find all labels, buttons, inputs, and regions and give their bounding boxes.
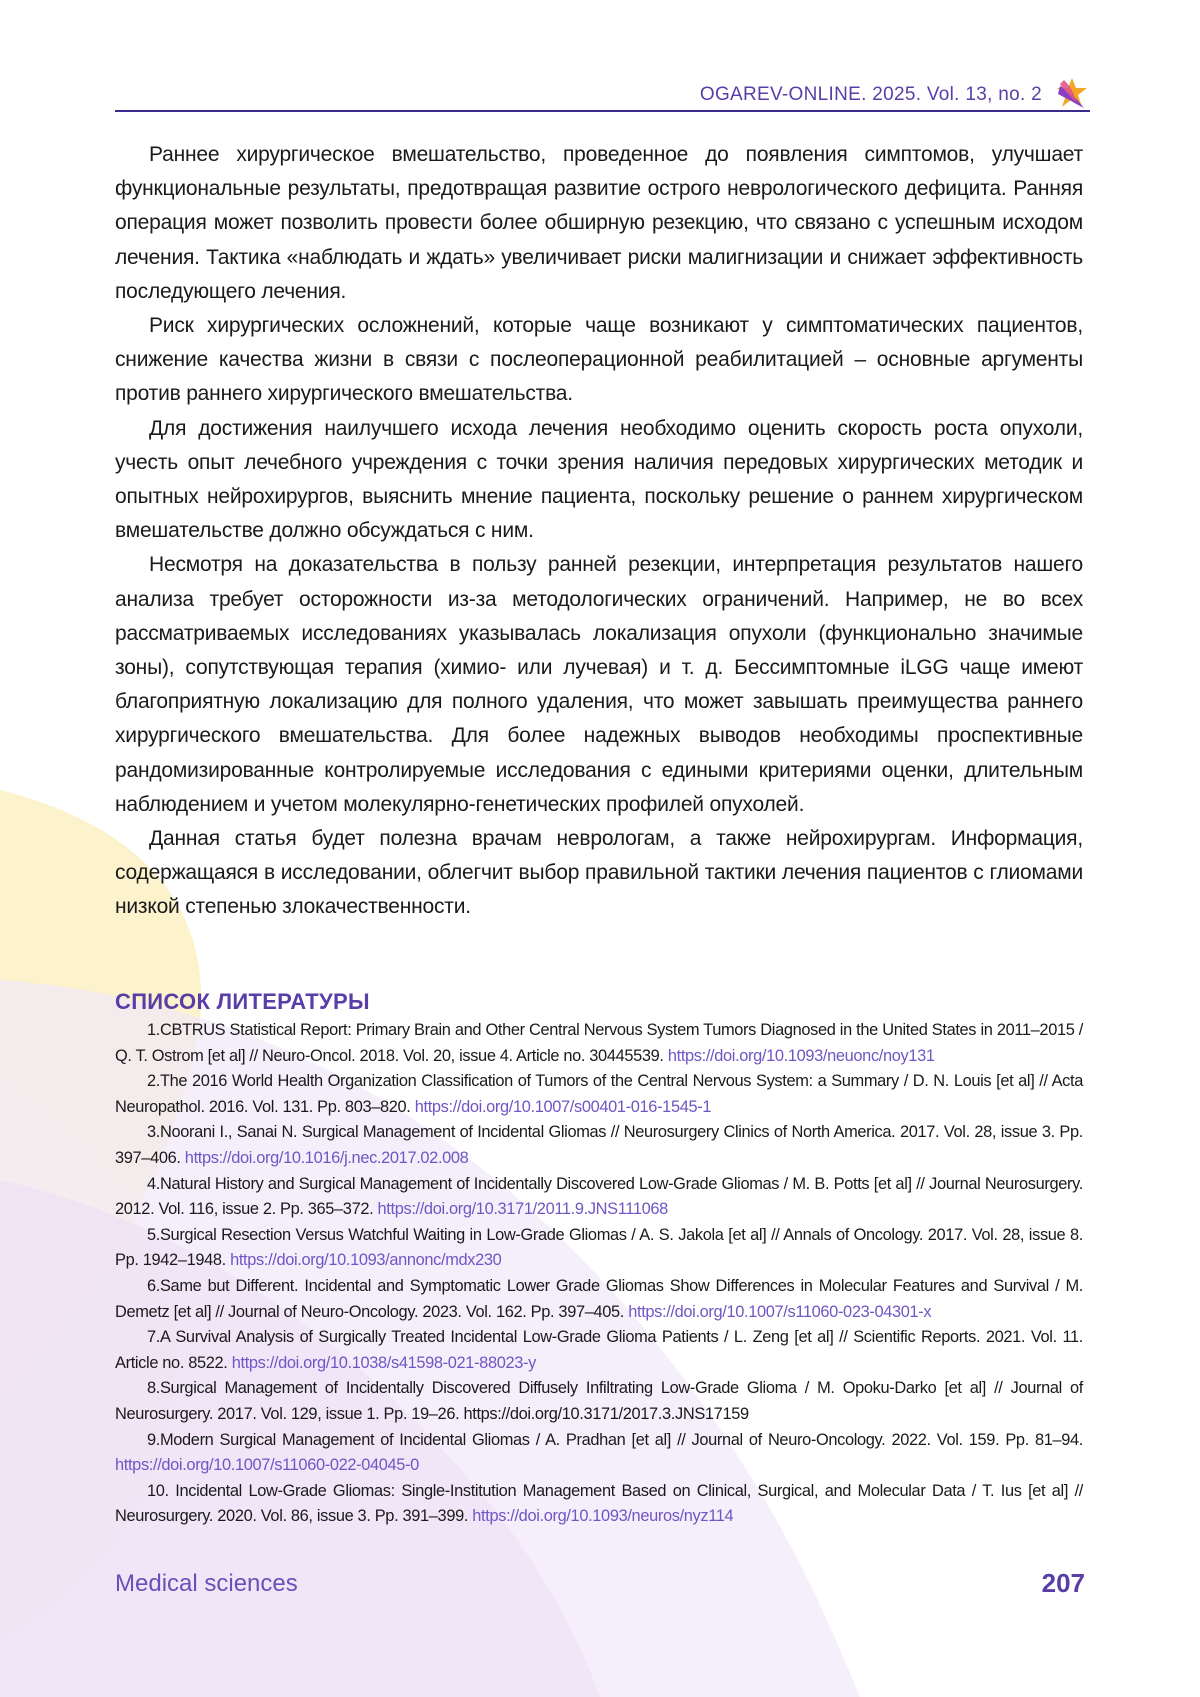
journal-title: OGAREV-ONLINE. 2025. Vol. 13, no. 2 [700, 84, 1042, 106]
paragraph-4: Несмотря на доказательства в пользу ранней резекции, интерпретация результатов нашего анализа требует осторожности из-за методологических ограничений. Например, не во всех рассматриваемых исследованиях указывалась локализация опухоли (функционально значимые зоны), сопутствующая терапия (химио- или лучевая) и т. д. Бессимптомные iLGG чаще имеют благоприятную локализацию для полного удаления, что может завышать преимущества раннего хирургического вмешательства. Для более надежных выводов необходимы проспективные рандомизированные контролируемые исследования с едиными критериями оценки, длительным наблюдением и учетом молекулярно-генетических профилей опухолей. [115, 548, 1083, 822]
reference-text: 2.The 2016 World Health Organization Classification of Tumors of the Central Nervous System: a Summary / D. N. Louis [et al] // Acta Neuropathol. 2016. Vol. 131. Pp. 803–820. [115, 1072, 1083, 1116]
reference-item [115, 1376, 1083, 1427]
reference-doi-link[interactable]: https://doi.org/10.1007/s11060-022-04045-0 [115, 1456, 419, 1474]
reference-doi-link[interactable]: https://doi.org/10.3171/2011.9.JNS111068 [378, 1200, 668, 1218]
reference-doi-link[interactable]: https://doi.org/10.1007/s00401-016-1545-1 [415, 1098, 711, 1116]
reference-text: 3.Noorani I., Sanai N. Surgical Management of Incidental Gliomas // Neurosurgery Clinics of North America. 2017. Vol. 28, issue 3. Pp. 397–406. [115, 1123, 1083, 1167]
reference-doi-link[interactable]: https://doi.org/10.1093/neuros/nyz114 [472, 1507, 733, 1525]
paragraph-2: Риск хирургических осложнений, которые чаще возникают у симптоматических пациентов, снижение качества жизни в связи с послеоперационной реабилитацией – основные аргументы против раннего хирургического вмешательства. [115, 309, 1083, 412]
reference-item [115, 1428, 1083, 1479]
page-number: 207 [1042, 1568, 1085, 1599]
reference-item [115, 1325, 1083, 1376]
reference-text: 7.A Survival Analysis of Surgically Treated Incidental Low-Grade Glioma Patients / L. Zeng [et al] // Scientific Reports. 2021. Vol. 11. Article no. 8522. [115, 1328, 1083, 1372]
reference-item [115, 1172, 1083, 1223]
reference-text: 10. Incidental Low-Grade Gliomas: Single-Institution Management Based on Clinical, Surgical, and Molecular Data / T. Ius [et al] // Neurosurgery. 2020. Vol. 86, issue 3. Pp. 391–399. [115, 1482, 1083, 1526]
page [0, 0, 1200, 1697]
reference-item [115, 1274, 1083, 1325]
paragraph-5: Данная статья будет полезна врачам неврологам, а также нейрохирургам. Информация, содержащаяся в исследовании, облегчит выбор правильной тактики лечения пациентов с глиомами низкой степенью злокачественности. [115, 822, 1083, 925]
reference-text: 9.Modern Surgical Management of Incidental Gliomas / A. Pradhan [et al] // Journal of Neuro-Oncology. 2022. Vol. 159. Pp. 81–94. [147, 1431, 1083, 1449]
reference-doi-link[interactable]: https://doi.org/10.1038/s41598-021-88023-y [232, 1354, 536, 1372]
reference-doi-link[interactable]: https://doi.org/10.1093/annonc/mdx230 [230, 1251, 501, 1269]
reference-item [115, 1479, 1083, 1530]
references-heading: СПИСОК ЛИТЕРАТУРЫ [115, 989, 370, 1015]
reference-doi-link[interactable]: https://doi.org/10.1093/neuonc/noy131 [668, 1047, 935, 1065]
reference-doi-link[interactable]: https://doi.org/10.1016/j.nec.2017.02.008 [185, 1149, 469, 1167]
reference-text: 1.CBTRUS Statistical Report: Primary Brain and Other Central Nervous System Tumors Diagnosed in the United States in 2011–2015 / Q. T. Ostrom [et al] // Neuro-Oncol. 2018. Vol. 20, issue 4. Article no. 30445539. [115, 1021, 1083, 1065]
reference-item [115, 1120, 1083, 1171]
reference-doi-link[interactable]: https://doi.org/10.1007/s11060-023-04301-x [628, 1303, 931, 1321]
reference-item [115, 1069, 1083, 1120]
footer-section-name: Medical sciences [115, 1570, 298, 1598]
reference-text: 8.Surgical Management of Incidentally Discovered Diffusely Infiltrating Low-Grade Glioma / M. Opoku-Darko [et al] // Journal of Neurosurgery. 2017. Vol. 129, issue 1. Pp. 19–26. https://doi.org/10.3171/2017.3.JNS17159 [115, 1379, 1083, 1423]
article-body [115, 138, 1083, 925]
reference-text: 4.Natural History and Surgical Management of Incidentally Discovered Low-Grade Gliomas / M. B. Potts [et al] // Journal Neurosurgery. 2012. Vol. 116, issue 2. Pp. 365–372. [115, 1175, 1083, 1219]
page-header [115, 82, 1090, 112]
paragraph-1: Раннее хирургическое вмешательство, проведенное до появления симптомов, улучшает функциональные результаты, предотвращая развитие острого неврологического дефицита. Ранняя операция может позволить провести более обширную резекцию, что связано с успешным исходом лечения. Тактика «наблюдать и ждать» увеличивает риски малигнизации и снижает эффективность последующего лечения. [115, 138, 1083, 309]
paragraph-3: Для достижения наилучшего исхода лечения необходимо оценить скорость роста опухоли, учесть опыт лечебного учреждения с точки зрения наличия передовых хирургических методик и опытных нейрохирургов, выяснить мнение пациента, поскольку решение о раннем хирургическом вмешательстве должно обсуждаться с ним. [115, 412, 1083, 549]
reference-text: 5.Surgical Resection Versus Watchful Waiting in Low-Grade Gliomas / A. S. Jakola [et al] // Annals of Oncology. 2017. Vol. 28, issue 8. Pp. 1942–1948. [115, 1226, 1083, 1270]
reference-item [115, 1223, 1083, 1274]
journal-logo-icon [1054, 76, 1090, 110]
reference-item [115, 1018, 1083, 1069]
reference-list [115, 1018, 1083, 1530]
reference-text: 6.Same but Different. Incidental and Symptomatic Lower Grade Gliomas Show Differences in Molecular Features and Survival / M. Demetz [et al] // Journal of Neuro-Oncology. 2023. Vol. 162. Pp. 397–405. [115, 1277, 1083, 1321]
